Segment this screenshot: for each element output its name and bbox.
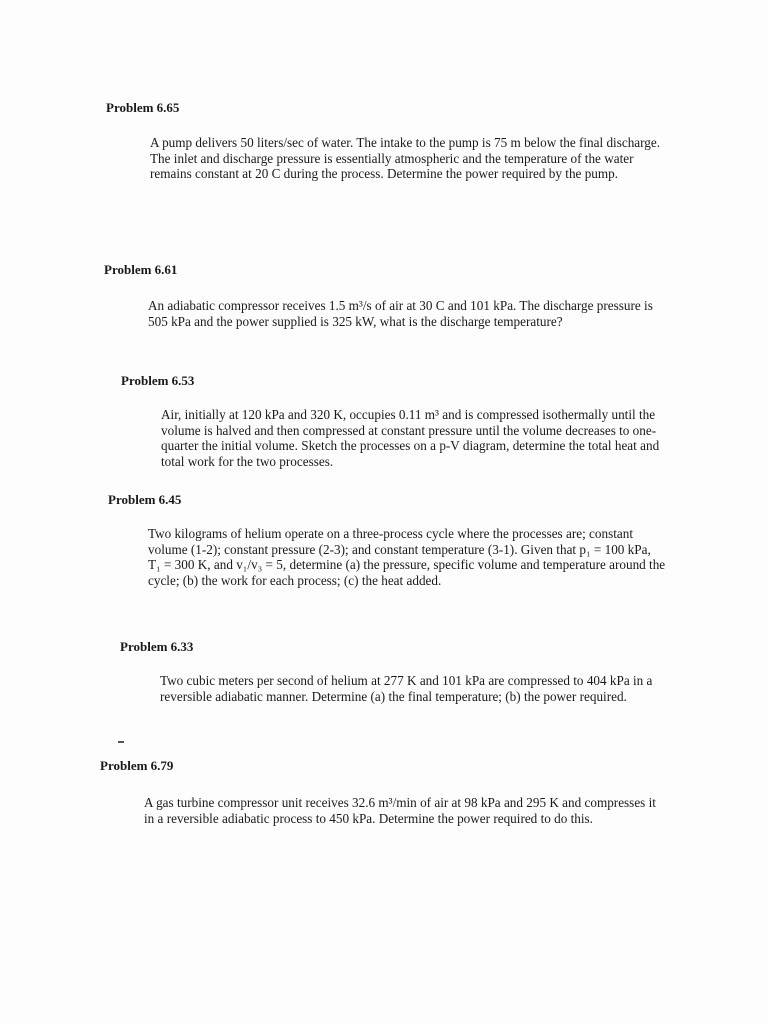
problem-6-61 xyxy=(104,262,177,278)
problem-statement: A gas turbine compressor unit receives 32.6 m³/min of air at 98 kPa and 295 K and compresses it in a reversible adiabatic process to 450 kPa. Determine the power required to do this. xyxy=(144,795,656,826)
problem-6-65 xyxy=(106,100,179,116)
problem-6-33 xyxy=(120,639,193,655)
problem-title: Problem 6.33 xyxy=(120,639,194,654)
problem-statement: Two cubic meters per second of helium at 277 K and 101 kPa are compressed to 404 kPa in a reversible adiabatic manner. Determine (a) the final temperature; (b) the power required. xyxy=(160,673,653,704)
problem-title: Problem 6.61 xyxy=(104,262,178,277)
problem-6-53 xyxy=(121,373,194,389)
problem-title: Problem 6.53 xyxy=(121,373,195,388)
problem-title: Problem 6.65 xyxy=(106,100,180,115)
problem-statement: Air, initially at 120 kPa and 320 K, occupies 0.11 m³ and is compressed isothermally until the volume is halved and then compressed at constant pressure until the volume decreases to one-quarter the initial volume. Sketch the processes on a p-V diagram, determine the total heat and total work for the two processes. xyxy=(161,407,660,469)
problem-title: Problem 6.45 xyxy=(108,492,182,507)
problem-title: Problem 6.79 xyxy=(100,758,174,773)
problem-statement: An adiabatic compressor receives 1.5 m³/s of air at 30 C and 101 kPa. The discharge pressure is 505 kPa and the power supplied is 325 kW, what is the discharge temperature? xyxy=(148,298,653,329)
problem-statement: A pump delivers 50 liters/sec of water. The intake to the pump is 75 m below the final discharge. The inlet and discharge pressure is essentially atmospheric and the temperature of the water remains constant at 20 C during the process. Determine the power required by the pump. xyxy=(150,135,661,181)
scan-speck xyxy=(118,741,124,743)
problem-6-45 xyxy=(108,492,181,508)
problem-6-79 xyxy=(100,758,173,774)
problem-statement: Two kilograms of helium operate on a three-process cycle where the processes are; constant volume (1-2); constant pressure (2-3); and constant temperature (3-1). Given that p₁ = 100 kPa, T₁ = 300 K, and v₁/v₃ = 5, determine (a) the pressure, specific volume and temperature around the cycle; (b) the work for each process; (c) the heat added. xyxy=(148,526,666,588)
